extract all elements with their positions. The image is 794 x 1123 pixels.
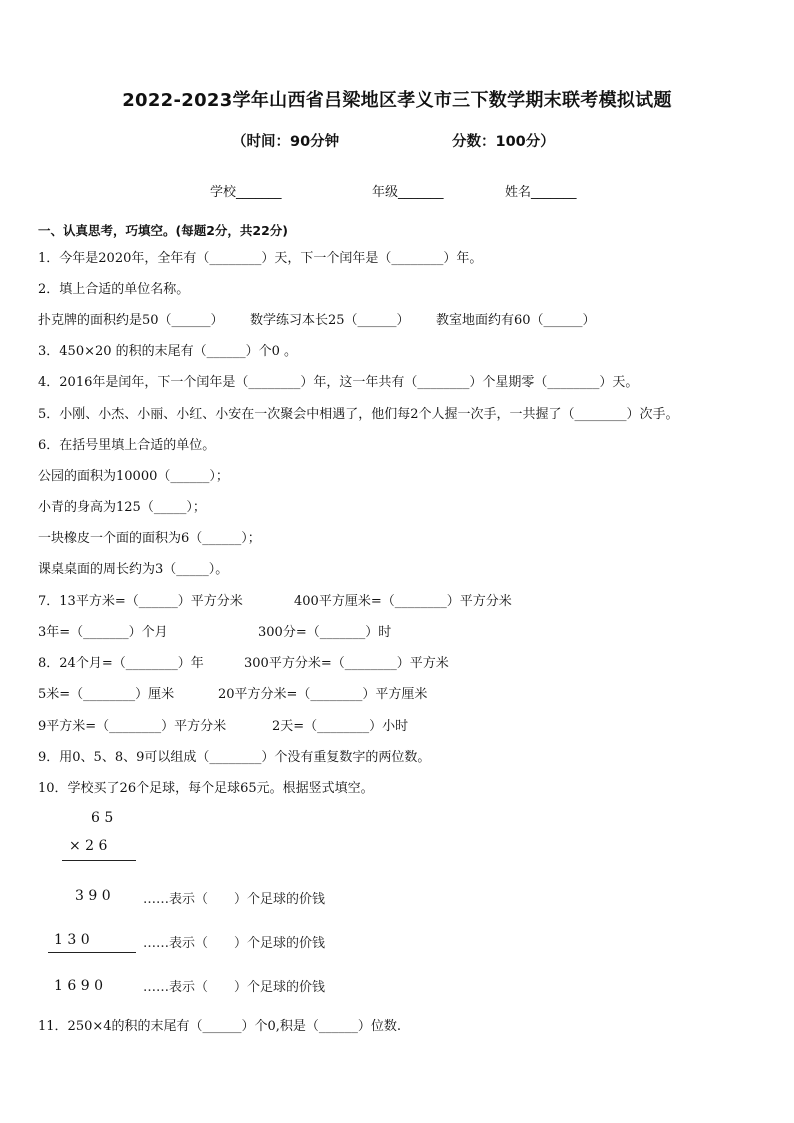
question-8e: 9平方米=（________）平方分米 — [38, 719, 227, 734]
question-11: 11．250×4的积的末尾有（______）个0,积是（______）位数. — [38, 1019, 402, 1034]
calc-note-2: ……表示（ ）个足球的价钱 — [143, 936, 326, 951]
question-9: 9．用0、5、8、9可以组成（________）个没有重复数字的两位数。 — [38, 750, 431, 765]
question-6d: 课桌桌面的周长约为3（_____）。 — [38, 562, 229, 577]
question-6b: 小青的身高为125（_____）； — [38, 500, 206, 515]
score-label: 分数：100分） — [452, 134, 555, 150]
calc-multiplicand: 6 5 — [91, 810, 114, 826]
school-field[interactable]: 学校_______ — [210, 185, 282, 200]
calc-rule-2 — [48, 952, 136, 953]
question-7c: 3年=（_______）个月 — [38, 625, 168, 640]
calc-rule-1 — [62, 860, 136, 861]
question-6a: 公园的面积为10000（______）； — [38, 469, 229, 484]
page-title: 2022-2023学年山西省吕梁地区孝义市三下数学期末联考模拟试题 — [122, 90, 672, 111]
question-8c: 5米=（________）厘米 — [38, 687, 175, 702]
question-7b: 400平方厘米=（________）平方分米 — [294, 594, 512, 609]
question-6: 6．在括号里填上合适的单位。 — [38, 438, 216, 453]
grade-field[interactable]: 年级_______ — [372, 185, 444, 200]
time-label: （时间：90分钟 — [232, 134, 340, 150]
question-8b: 300平方分米=（________）平方米 — [244, 656, 449, 671]
question-2c: 教室地面约有60（______） — [436, 313, 596, 328]
question-7d: 300分=（_______）时 — [258, 625, 392, 640]
question-10: 10．学校买了26个足球，每个足球65元。根据竖式填空。 — [38, 781, 374, 796]
question-4: 4．2016年是闰年，下一个闰年是（________）年，这一年共有（________）个星期零（________）天。 — [38, 375, 639, 390]
name-field[interactable]: 姓名_______ — [505, 185, 577, 200]
question-7a: 7．13平方米=（______）平方分米 — [38, 594, 243, 609]
section-heading: 一、认真思考，巧填空。(每题2分，共22分) — [38, 223, 289, 238]
calc-partial-2: 1 3 0 — [54, 932, 90, 948]
question-8d: 20平方分米=（________）平方厘米 — [218, 687, 428, 702]
question-6c: 一块橡皮一个面的面积为6（______）； — [38, 531, 261, 546]
student-info — [0, 181, 794, 201]
calc-product: 1 6 9 0 — [54, 978, 103, 994]
question-2b: 数学练习本长25（______） — [250, 313, 410, 328]
question-2a: 扑克牌的面积约是50（______） — [38, 313, 224, 328]
question-1: 1．今年是2020年，全年有（________）天，下一个闰年是（________）年。 — [38, 251, 483, 266]
question-2: 2．填上合适的单位名称。 — [38, 282, 190, 297]
calc-note-3: ……表示（ ）个足球的价钱 — [143, 980, 326, 995]
question-8a: 8．24个月=（________）年 — [38, 656, 204, 671]
calc-partial-1: 3 9 0 — [75, 888, 111, 904]
calc-note-1: ……表示（ ）个足球的价钱 — [143, 892, 326, 907]
calc-multiplier: × 2 6 — [69, 838, 108, 854]
question-3: 3．450×20 的积的末尾有（______）个0 。 — [38, 344, 298, 359]
exam-meta — [0, 130, 794, 150]
question-8f: 2天=（________）小时 — [272, 719, 409, 734]
question-5: 5．小刚、小杰、小丽、小红、小安在一次聚会中相遇了，他们每2个人握一次手，一共握了（________）次手。 — [38, 407, 679, 422]
